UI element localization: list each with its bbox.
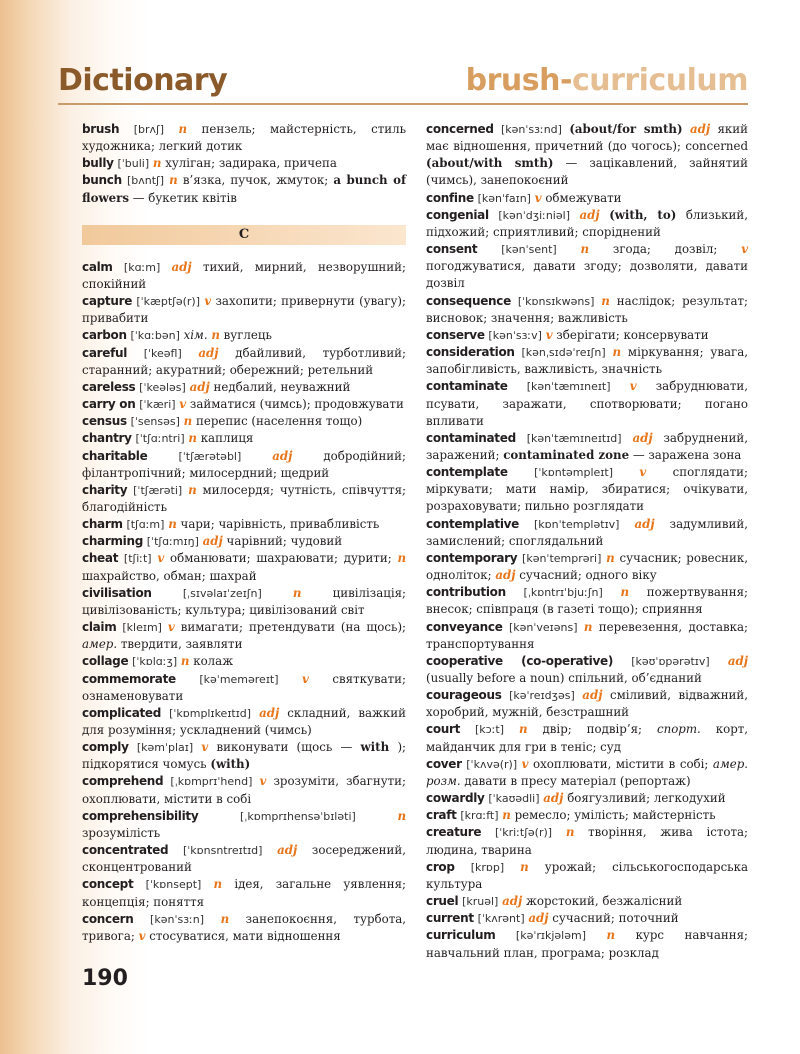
entry-headword: concerned [426,122,494,136]
entry-definition: сучасник; ровесник, одноліток; [426,550,749,583]
dictionary-entry [426,344,748,378]
entry-pronunciation: [krɒp] [470,860,505,874]
entry-part-of-speech: adj [495,568,516,583]
entry-definition: міркування; увага, запобігливість, важливість, значність [426,345,748,377]
entry-headword: confine [426,190,474,205]
dictionary-entry [426,619,748,653]
entry-part-of-speech: adj [277,843,298,858]
entry-pronunciation: [ˈkɒnsɪkwəns] [517,294,595,308]
entry-definition: жорстокий, безжалісний [526,894,683,909]
dictionary-entry [426,687,748,721]
entry-definition: обманювати; шахраювати; дурити; [170,551,392,566]
entry-pronunciation: [kəʊˈɒpərətɪv] [631,654,710,668]
entry-definition: захопити; привернути (увагу); привабити [82,294,406,326]
entry-definition: недбалий, неуважний [213,379,351,394]
entry-definition: зосереджений, сконцентрований [82,843,407,875]
entry-definition: хуліган; задирака, причепа [165,156,337,171]
entry-pronunciation: [kənˈtæmɪneɪt] [526,380,611,394]
entry-part-of-speech: v [179,397,187,412]
entry-pronunciation: [kənˈsɜːnd] [501,123,562,136]
dictionary-entry [82,653,406,670]
entry-definition: споглядати; міркувати; мати намір, збиратися; очікувати, розраховувати; пильно розглядати [426,465,749,514]
dictionary-entry [426,378,748,429]
dictionary-entry [426,721,748,755]
entry-pronunciation: [kəmˈplaɪ] [136,741,194,755]
dictionary-entry [82,533,406,550]
entry-definition: обмежувати [545,190,622,205]
entry-definition: добродійний; філантропічний; милосердний; щедрий [82,448,407,480]
entry-pronunciation: [kənˈfaɪn] [477,191,531,205]
dictionary-entry [82,327,406,344]
right-column [426,121,748,962]
entry-definition: стосуватися, мати відношення [149,928,341,943]
entry-pronunciation: [kənˈtæmɪneɪtɪd] [526,431,622,445]
entry-pronunciation: [ˈkæptʃə(r)] [136,295,201,309]
entry-pronunciation: [ˈtʃærəti] [133,483,183,497]
entry-definition: зберігати; консервувати [556,327,709,342]
entry-pronunciation: [kənˈsɜːv] [488,328,542,342]
entry-definition: забруднений, заражений; [426,430,749,462]
dictionary-entry [426,464,748,515]
dictionary-entry [82,396,406,413]
dictionary-entry [82,876,406,910]
entry-part-of-speech: adj [502,894,523,909]
dictionary-entry [82,550,406,584]
entry-part-of-speech: adj [634,516,655,531]
entry-pronunciation: [brʌʃ] [133,123,164,136]
entry-part-of-speech: n [213,877,223,892]
entry-part-of-speech: v [629,379,637,394]
entries-c-right [426,121,748,962]
entry-definition: близький, підхожий; сприятливий; споріднений [426,207,748,239]
entry-part-of-speech: adj [528,911,549,926]
entry-headword: carry on [82,397,136,412]
dictionary-entry [426,910,748,927]
entry-part-of-speech: n [178,122,188,136]
entry-pronunciation: [ˈkaʊədli] [488,792,540,806]
entry-definition: чарівний; чудовий [226,534,343,549]
entry-headword: civilisation [82,585,152,600]
dictionary-entry [426,859,748,893]
entry-headword: comprehend [82,774,164,789]
dictionary-entry [82,345,406,379]
entry-headword: contaminate [426,379,508,394]
dictionary-entry [82,155,406,172]
entry-label: амер. розм. [426,756,749,788]
entry-part-of-speech: v [741,242,749,257]
entry-part-of-speech: n [606,550,615,565]
entry-headword: charitable [82,448,148,463]
entry-definition: пензель; майстерність, стиль художника; легкий дотик [82,122,406,154]
dictionary-entry [426,207,748,241]
dictionary-entry [82,259,406,293]
entry-definition: перевезення, доставка; транспортування [426,619,749,651]
dictionary-entry [82,619,406,653]
entry-part-of-speech: adj [259,705,280,720]
entry-headword: concentrated [82,843,169,858]
entry-definition: каплиця [200,431,254,446]
entry-headword: contemporary [426,550,518,565]
entry-headword: cowardly [426,791,485,806]
entry-headword: conserve [426,327,485,342]
dictionary-entry [426,824,748,858]
entry-usage-note: (about/for smth) [569,122,683,136]
entry-headword: court [426,722,461,737]
entry-pronunciation: [ˌkɒmprɪhensəˈbɪləti] [240,809,356,823]
dictionary-entry [426,190,748,207]
entry-headword: chantry [82,431,132,446]
entry-definition: милосердя; чутність, співчуття; благодійність [82,482,407,514]
entry-definition: урожай; сільськогосподарська культура [426,859,749,891]
entry-label: спорт. [656,722,701,737]
entry-part-of-speech: n [397,551,407,566]
entry-definition: чари; чарівність, привабливість [180,517,380,532]
entry-pronunciation: [ˈkɑːbən] [130,329,180,343]
entry-pronunciation: [ˈkæri] [139,398,176,412]
entry-definition: погоджуватися, давати згоду; дозволяти, давати дозвіл [426,259,748,291]
range-separator: - [559,63,572,98]
entry-definition: складний, важкий для розуміння; ускладнений (чимсь) [82,705,406,737]
entry-headword: creature [426,825,482,840]
entry-definition: ); підкорятися чомусь [82,740,407,772]
entry-definition: занепокоєння, турбота, тривога; [82,911,407,943]
entry-definition: цивілізація; цивілізованість; культура; цивілізований світ [82,585,407,617]
entry-pronunciation: [tʃɑːm] [126,518,165,532]
entry-definition: забруднювати, псувати, заражати, спотворювати; погано впливати [426,379,749,428]
dictionary-entry [426,584,748,618]
entry-part-of-speech: n [292,585,302,600]
entry-part-of-speech: adj [202,534,223,549]
entry-pronunciation: [kleɪm] [122,621,162,635]
entry-part-of-speech: n [397,808,407,823]
entry-headword: contaminated [426,430,516,445]
entry-pronunciation: [kɔːt] [475,723,505,737]
entry-part-of-speech: n [220,911,230,926]
dictionary-entry [82,671,406,705]
dictionary-entry [82,705,406,739]
entry-headword: consent [426,242,478,257]
entry-part-of-speech: v [545,327,553,342]
entry-headword: bully [82,156,114,171]
entry-pronunciation: [kənˈsɜːn] [150,912,205,926]
entry-part-of-speech: n [601,293,610,308]
entry-headword: census [82,414,127,429]
dictionary-entry [426,430,748,464]
entry-pronunciation: [kənˈdʒiːniəl] [498,208,570,222]
entry-headword: capture [82,294,133,309]
entry-part-of-speech: v [138,928,146,943]
entry-definition: сучасний; одного віку [519,568,657,583]
entry-pronunciation: [ˈbuli] [117,157,150,171]
entry-headword: cover [426,756,462,771]
dictionary-entry [82,739,406,773]
entry-phrase: with [360,740,390,755]
entries-b [82,121,406,207]
dictionary-entry [426,653,748,687]
dictionary-entry [82,842,406,876]
entry-pronunciation: [ˈkeələs] [139,380,186,394]
entry-part-of-speech: adj [689,122,711,136]
entry-pronunciation: [ˈtʃærətəbl] [178,449,242,463]
entry-headword: contemplative [426,516,519,531]
entry-part-of-speech: adj [198,345,219,360]
entry-phrase: a bunch of flowers [82,173,407,205]
dictionary-entry [82,808,406,842]
entry-definition: — зацікавлений, зайнятий (чимсь), занепокоєний [426,156,748,188]
entry-part-of-speech: v [167,620,175,635]
entry-part-of-speech: n [183,414,193,429]
entry-headword: careless [82,379,136,394]
dictionary-entry [82,430,406,447]
entry-pronunciation: [ˈkʌvə(r)] [466,757,518,771]
entries-c-left [82,259,406,945]
entry-definition: ідея, загальне уявлення; концепція; поняття [82,877,407,909]
dictionary-entry [82,482,406,516]
entry-definition: дбайливий, турботливий; старанний; акуратний; обережний; ретельний [82,345,407,377]
entry-headword: charm [82,517,123,532]
entry-part-of-speech: adj [543,791,564,806]
entry-definition: пожертвування; внесок; співпраця (в газеті тощо); сприяння [426,585,749,617]
entry-definition: перепис (населення тощо) [195,414,363,429]
entry-part-of-speech: adj [727,653,749,668]
dictionary-entry [82,379,406,396]
entry-pronunciation: [kɑːm] [123,260,161,274]
entry-pronunciation: [kənˈveɪəns] [508,620,578,634]
entry-headword: cooperative (co-operative) [426,653,614,668]
dictionary-entry [426,241,748,292]
entry-headword: carbon [82,328,127,343]
entry-headword: craft [426,808,457,823]
entry-part-of-speech: adj [171,259,192,274]
entry-part-of-speech: n [518,722,528,737]
dictionary-entry [426,121,748,190]
entry-pronunciation: [kənˈtemprəri] [522,551,602,565]
entry-headword: brush [82,122,120,136]
entry-pronunciation: [kruəl] [462,895,499,909]
entry-definition: давати в пресу матеріал (репортаж) [464,773,691,788]
dictionary-entry [426,893,748,910]
entry-headword: concern [82,911,134,926]
entry-definition: вимагати; претендувати (на щось); [180,620,407,635]
dictionary-entry [426,327,748,344]
dictionary-entry [82,585,406,619]
entry-headword: calm [82,259,113,274]
entry-phrase: contaminated zone [503,447,630,462]
entry-part-of-speech: v [521,756,529,771]
dictionary-entry [82,516,406,533]
section-letter-bar: C [82,225,406,245]
entry-part-of-speech: n [169,173,178,188]
dictionary-entry [426,756,748,790]
entry-part-of-speech: v [201,740,209,755]
dictionary-entry [82,448,406,482]
entry-definition: колаж [193,654,234,669]
entry-headword: charity [82,482,128,497]
entry-definition: боягузливий; легкодухий [567,791,726,806]
entry-part-of-speech: n [168,517,177,532]
entry-pronunciation: [kəˈreɪdʒəs] [509,689,575,703]
entry-definition: який має відношення, причетний (до чогось); concerned [426,122,748,154]
left-column [82,121,406,945]
entry-definition: шахрайство, обман; шахрай [82,568,257,583]
entry-part-of-speech: v [157,551,165,566]
page-range [466,62,748,100]
entry-pronunciation: [ˌsɪvəlaɪˈzeɪʃn] [182,586,262,600]
entry-pronunciation: [kənˈsent] [501,243,557,257]
entry-part-of-speech: adj [189,379,210,394]
entry-part-of-speech: n [520,859,529,874]
entry-part-of-speech: adj [582,688,603,703]
entry-definition: зрозумілість [82,825,161,840]
page-title: Dictionary [58,63,228,98]
entry-headword: claim [82,620,117,635]
entry-definition: охоплювати, містити в собі; [533,756,709,771]
entry-part-of-speech: n [580,242,590,257]
entry-definition: в’язка, пучок, жмуток; [182,173,329,188]
entry-headword: charming [82,534,144,549]
entry-headword: curriculum [426,928,496,943]
range-start: brush [465,63,560,98]
entry-usage-note: (with, to) [609,207,677,222]
entry-headword: commemorate [82,671,176,686]
entry-definition: курс навчання; навчальний план, програма; розклад [426,928,749,960]
entry-headword: comprehensibility [82,808,199,823]
entry-pronunciation: [bʌntʃ] [126,174,165,188]
dictionary-entry [426,550,748,584]
entry-headword: cheat [82,551,119,566]
entry-pronunciation: [ˈtʃɑːmɪŋ] [146,535,199,549]
dictionary-entry [82,121,406,155]
entry-part-of-speech: n [606,928,616,943]
entry-part-of-speech: n [188,482,197,497]
entry-part-of-speech: n [612,345,622,360]
entry-pronunciation: [krɑːft] [460,809,499,823]
entry-headword: bunch [82,173,122,188]
entry-pronunciation: [ˈkɒmplɪkeɪtɪd] [169,706,252,720]
entry-part-of-speech: v [204,294,212,309]
entry-definition: двір; подвір’я; [542,722,643,737]
entry-pronunciation: [ˈkɒnsntreɪtɪd] [182,844,263,858]
entry-definition: — заражена зона [632,447,742,462]
entry-headword: current [426,911,474,926]
dictionary-entry [82,413,406,430]
entry-pronunciation: [ˈkɒnsept] [145,878,202,892]
entry-definition: згода; дозвіл; [612,242,718,257]
entry-part-of-speech: n [152,156,162,171]
entry-part-of-speech: adj [579,207,600,222]
entry-headword: consideration [426,345,515,360]
entry-headword: collage [82,654,129,669]
entry-pronunciation: [ˈkɒntəmpleɪt] [534,466,613,480]
entry-headword: consequence [426,293,511,308]
entry-definition: вуглець [223,328,272,343]
entry-headword: contemplate [426,465,508,480]
entry-headword: contribution [426,585,506,600]
entry-definition: творіння, жива істота; людина, тварина [426,825,748,857]
entry-definition: сміливий, відважний, хоробрий, мужній, безстрашний [426,688,749,720]
entry-pronunciation: [kɒnˈtemplətɪv] [534,517,620,531]
entry-pronunciation: [kənˌsɪdəˈreɪʃn] [521,346,606,360]
entry-pronunciation: [ˌkɒntrɪˈbjuːʃn] [523,586,603,600]
entry-definition: — букетик квітів [132,190,237,205]
entry-headword: congenial [426,207,489,222]
entry-phrase: (about/with smth) [426,156,554,171]
entry-definition: наслідок; результат; висновок; значення; важливість [426,293,748,325]
entry-headword: comply [82,740,129,755]
entry-part-of-speech: v [259,774,267,789]
entry-part-of-speech: v [534,190,542,205]
entry-definition: святкувати; ознаменовувати [82,671,406,703]
entry-definition: задумливий, замислений; споглядальний [426,516,748,548]
range-end: curriculum [571,63,748,98]
entry-pronunciation: [ˈkeəfl] [143,346,182,360]
entry-label: хім. [183,328,208,343]
entry-headword: cruel [426,894,459,909]
dictionary-entry [426,790,748,807]
entry-definition: (usually before a noun) спільний, об’єднаний [426,671,702,685]
entry-part-of-speech: n [565,825,575,840]
entry-pronunciation: [ˈkriːtʃə(r)] [494,826,553,840]
page-number: 190 [82,966,128,991]
entry-part-of-speech: n [502,808,511,823]
dictionary-entry [426,807,748,824]
entry-definition: виконувати (щось — [216,740,353,755]
dictionary-entry [426,927,748,961]
entry-part-of-speech: n [180,654,190,669]
entry-headword: complicated [82,705,162,720]
entry-pronunciation: [tʃiːt] [123,552,152,566]
entry-usage-note: (with) [210,757,251,772]
dictionary-entry [82,172,406,206]
entry-pronunciation: [kəˈrɪkjələm] [515,929,587,943]
entry-part-of-speech: v [639,465,647,480]
entry-definition: сучасний; поточний [552,911,679,926]
entry-pronunciation: [kəˈmeməreɪt] [199,672,279,686]
entry-part-of-speech: v [302,671,309,686]
entry-headword: concept [82,877,134,892]
entry-headword: courageous [426,688,502,703]
entry-definition: зрозуміти, збагнути; охоплювати, містити в собі [82,774,407,806]
dictionary-entry [426,293,748,327]
header-divider [58,103,748,105]
entry-pronunciation: [ˌkɒmprɪˈhend] [170,775,253,789]
entry-definition: тихий, мирний, незворушний; спокійний [82,259,406,291]
entry-part-of-speech: n [620,585,630,600]
dictionary-entry [426,516,748,550]
entry-definition: твердити, заявляти [120,637,243,652]
entry-part-of-speech: n [188,431,197,446]
entry-label: амер. [82,637,118,652]
entry-pronunciation: [ˈsensəs] [130,415,180,429]
entry-part-of-speech: adj [632,430,653,445]
entry-pronunciation: [ˈkɒlɑːʒ] [132,655,178,669]
dictionary-entry [82,293,406,327]
entry-headword: conveyance [426,619,503,634]
entry-part-of-speech: n [211,328,220,343]
entry-pronunciation: [ˈtʃɑːntri] [135,432,185,446]
entry-pronunciation: [ˈkʌrənt] [477,912,525,926]
entry-definition: займатися (чимсь); продовжувати [189,397,404,412]
entry-definition: корт, майданчик для гри в теніс; суд [426,722,749,754]
entry-headword: crop [426,859,455,874]
dictionary-entry [82,773,406,807]
entry-definition: ремесло; умілість; майстерність [514,808,716,823]
entry-part-of-speech: adj [272,448,293,463]
dictionary-entry [82,911,406,945]
entry-headword: careful [82,345,128,360]
entry-part-of-speech: n [583,619,593,634]
